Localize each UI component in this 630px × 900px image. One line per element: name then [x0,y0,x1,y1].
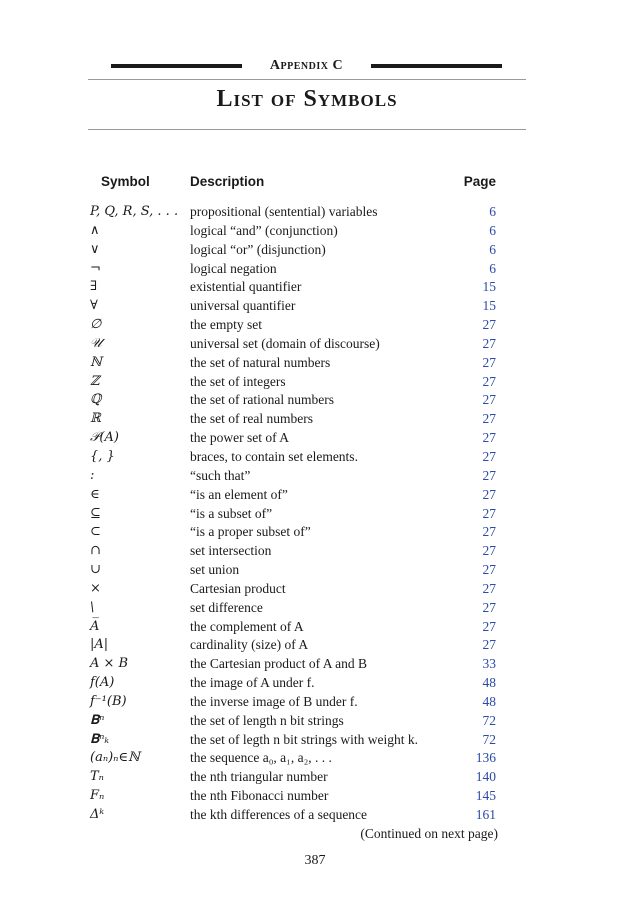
symbol-cell: ⊆ [90,505,101,521]
page-link[interactable]: 27 [482,580,496,596]
description-cell: the set of natural numbers [190,354,331,370]
description-cell: the Cartesian product of A and B [190,656,367,672]
description-cell: Cartesian product [190,580,286,596]
table-row [88,278,498,297]
page-link[interactable]: 27 [482,467,496,483]
page-link[interactable]: 27 [482,354,496,370]
page-link[interactable]: 27 [482,411,496,427]
table-row [88,655,498,674]
title-rule-bottom [88,129,526,130]
page-link[interactable]: 140 [475,769,496,785]
description-cell: set difference [190,599,263,615]
symbol-cell: ∨ [90,241,100,257]
table-row [88,429,498,448]
description-cell: the sequence a₀, a₁, a₂, . . . [190,750,332,766]
description-cell: the complement of A [190,618,304,634]
page-link[interactable]: 6 [489,204,496,219]
table-row [88,505,498,524]
symbol-cell: Δᵏ [90,807,105,822]
page-link[interactable]: 6 [489,260,496,276]
page-link[interactable]: 27 [482,486,496,502]
page-link[interactable]: 72 [482,731,496,747]
page-link[interactable]: 27 [482,373,496,389]
table-row [88,580,498,599]
description-cell: the nth Fibonacci number [190,788,329,804]
page-link[interactable]: 6 [489,241,496,257]
symbol-cell: ∃ [90,279,98,295]
symbol-cell: ℤ [90,373,100,389]
table-row [88,523,498,542]
symbol-cell: A × B [90,656,129,672]
description-cell: “is a subset of” [190,505,273,521]
symbol-cell: ∈ [90,486,100,502]
description-cell: set union [190,562,240,578]
description-cell: logical negation [190,260,277,276]
description-cell: the power set of A [190,430,289,446]
symbol-cell: 𝒰 [90,335,102,351]
page-number: 387 [304,853,326,868]
symbol-cell: : [90,467,95,483]
description-cell: braces, to contain set elements. [190,448,358,464]
table-row [88,636,498,655]
description-cell: the set of real numbers [190,411,313,427]
column-header-description: Description [190,174,265,189]
symbols-table [88,172,498,822]
symbol-cell: ℚ [90,392,102,408]
table-row [88,486,498,505]
page-link[interactable]: 27 [482,599,496,615]
table-row [88,373,498,392]
symbol-cell: Fₙ [90,788,105,804]
symbol-cell: 𝐁ⁿₖ [90,731,110,747]
page-link[interactable]: 27 [482,543,496,559]
page-link[interactable]: 33 [482,656,496,672]
table-row [88,561,498,580]
description-cell: the set of legth n bit strings with weight k. [190,731,418,747]
table-row [88,731,498,750]
table-row [88,410,498,429]
page-link[interactable]: 15 [482,298,496,314]
page-link[interactable]: 27 [482,430,496,446]
symbol-cell: ℝ [90,411,101,427]
table-row [88,297,498,316]
page-link[interactable]: 15 [482,279,496,295]
symbol-cell: ∧ [90,222,100,238]
description-cell: propositional (sentential) variables [190,204,378,219]
table-row [88,806,498,825]
table-body [88,203,498,825]
symbol-cell: f(A) [90,675,115,691]
description-cell: the set of integers [190,373,286,389]
continued-note: (Continued on next page) [360,826,498,841]
description-cell: the set of length n bit strings [190,712,344,728]
table-row [88,674,498,693]
header-rule-right [371,64,502,68]
symbol-cell: ℕ [90,354,102,370]
page-link[interactable]: 27 [482,317,496,333]
table-row [88,222,498,241]
symbol-cell: 𝒫(A) [90,430,119,446]
description-cell: universal quantifier [190,298,296,314]
description-cell: “is an element of” [190,486,288,502]
description-cell: cardinality (size) of A [190,637,309,653]
description-cell: the image of A under f. [190,675,315,691]
table-row [88,335,498,354]
page-link[interactable]: 6 [489,222,496,238]
description-cell: “such that” [190,467,251,483]
symbol-cell: ∅ [90,317,102,333]
symbol-cell: \ [90,599,95,615]
column-header-symbol: Symbol [101,174,150,189]
description-cell: the set of rational numbers [190,392,334,408]
table-row [88,712,498,731]
description-cell: set intersection [190,543,272,559]
table-header [88,172,498,200]
page-link[interactable]: 48 [482,693,496,709]
description-cell: the inverse image of B under f. [190,693,358,709]
description-cell: “is a proper subset of” [190,524,311,540]
description-cell: the kth differences of a sequence [190,807,368,822]
symbol-cell: ∪ [90,562,101,578]
header-rule-left [111,64,242,68]
table-row [88,542,498,561]
page-link[interactable]: 27 [482,524,496,540]
title-rule-top [88,79,526,80]
page-link[interactable]: 27 [482,448,496,464]
table-row [88,448,498,467]
table-row [88,618,498,637]
description-cell: logical “and” (conjunction) [190,222,338,238]
symbol-cell: P, Q, R, S, . . . [90,204,179,219]
table-row [88,203,498,222]
symbol-cell: f⁻¹(B) [90,693,127,709]
symbol-cell: (aₙ)ₙ∈ℕ [90,750,140,766]
table-row [88,241,498,260]
table-row [88,391,498,410]
page-link[interactable]: 27 [482,637,496,653]
page-link[interactable]: 72 [482,712,496,728]
description-cell: the nth triangular number [190,769,328,785]
symbol-cell: {, } [90,448,115,464]
table-row [88,467,498,486]
page-link[interactable]: 48 [482,675,496,691]
page-link[interactable]: 161 [475,807,496,822]
table-row [88,260,498,279]
table-row [88,693,498,712]
symbol-cell: ∀ [90,298,98,314]
page-link[interactable]: 136 [475,750,496,766]
symbol-cell: ∩ [90,543,101,559]
symbol-cell: A̅ [90,618,100,634]
page-link[interactable]: 145 [475,788,496,804]
symbol-cell: ⊂ [90,524,101,540]
page-link[interactable]: 27 [482,562,496,578]
table-row [88,749,498,768]
page-link[interactable]: 27 [482,505,496,521]
symbol-cell: Tₙ [90,769,104,785]
page-link[interactable]: 27 [482,335,496,351]
table-row [88,316,498,335]
page-link[interactable]: 27 [482,618,496,634]
description-cell: the empty set [190,317,262,333]
page-link[interactable]: 27 [482,392,496,408]
column-header-page: Page [463,174,496,189]
table-row [88,599,498,618]
table-row [88,768,498,787]
table-row [88,354,498,373]
symbol-cell: × [90,580,101,596]
symbol-cell: ¬ [90,260,101,276]
page-title: List of Symbols [216,86,398,112]
symbol-cell: |A| [90,637,109,653]
description-cell: existential quantifier [190,279,302,295]
description-cell: universal set (domain of discourse) [190,335,380,351]
appendix-label: Appendix C [269,58,344,73]
symbol-cell: 𝐁ⁿ [90,712,105,728]
table-row [88,787,498,806]
description-cell: logical “or” (disjunction) [190,241,326,257]
